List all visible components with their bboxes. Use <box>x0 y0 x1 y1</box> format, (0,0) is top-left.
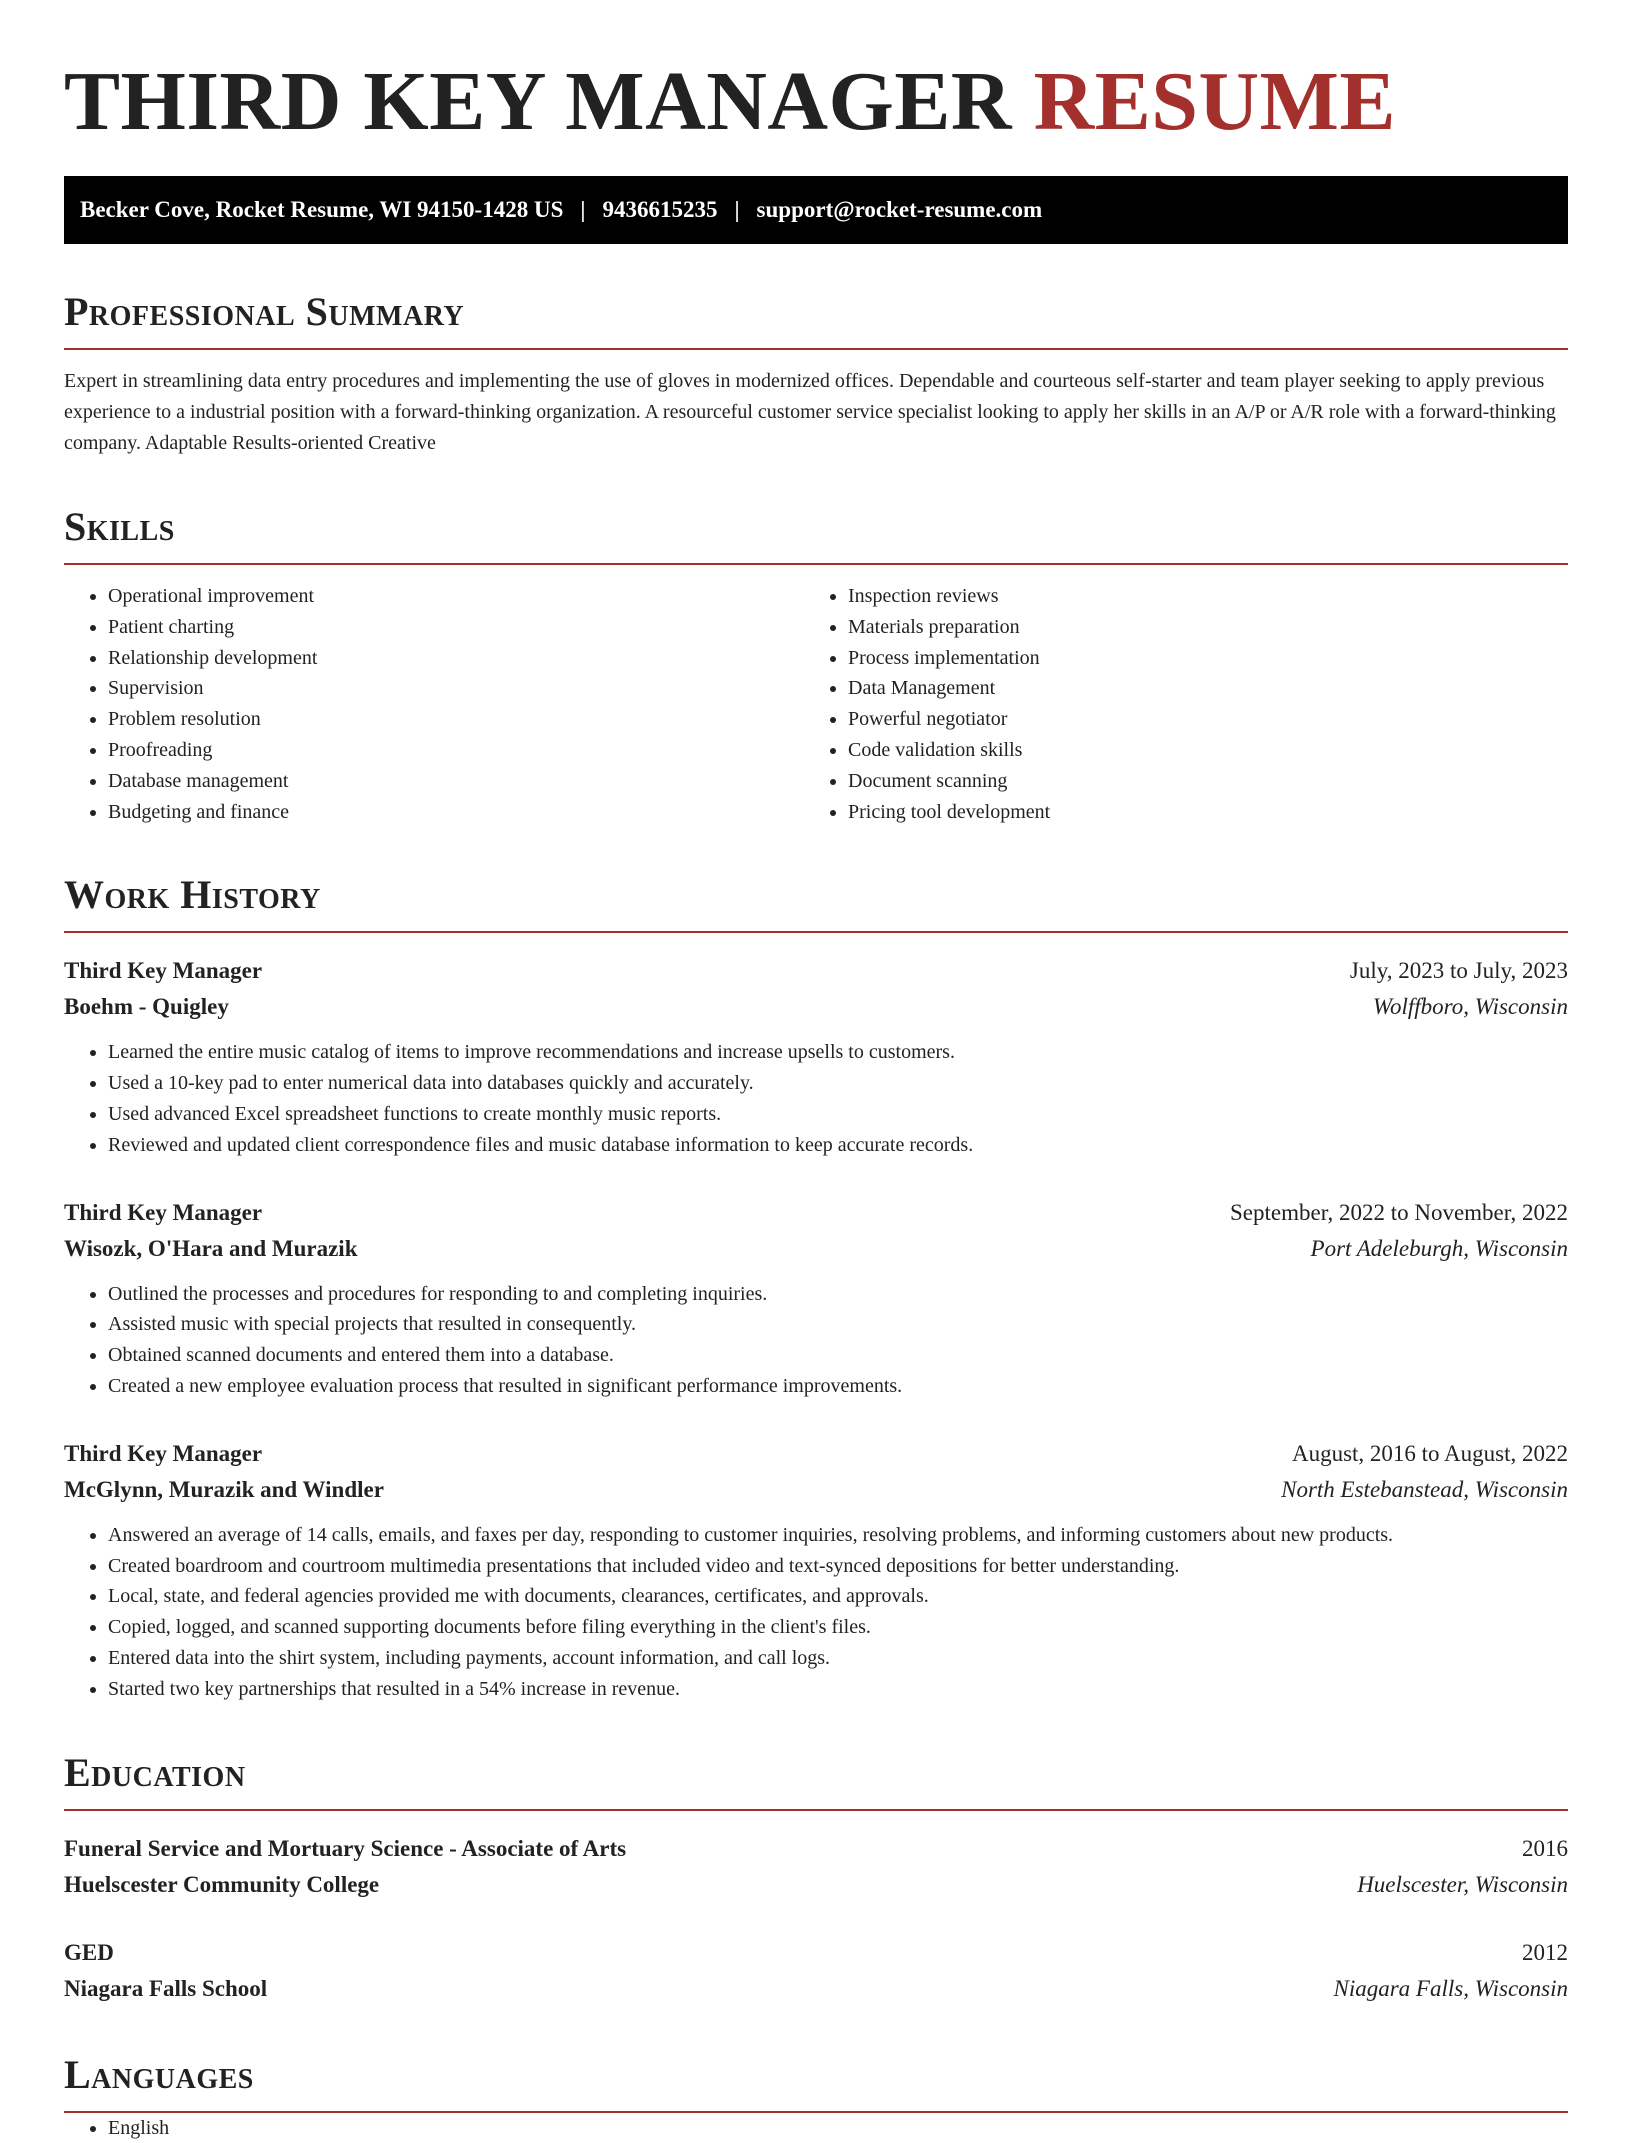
education-school-row <box>64 1971 1568 2007</box>
job-company: Boehm - Quigley <box>64 994 229 1020</box>
job-entry <box>64 953 1568 1160</box>
education-heading: Education <box>64 1749 246 1795</box>
section-divider <box>64 931 1568 933</box>
job-duty: • Entered data into the shirt system, including payments, account information, and call logs. <box>108 1643 1568 1674</box>
contact-separator: | <box>734 197 740 222</box>
job-position: Third Key Manager <box>64 1440 263 1466</box>
skills-list-right <box>804 581 1568 827</box>
work-history-section <box>64 871 1568 1704</box>
job-company-row <box>64 1231 1568 1267</box>
education-entry <box>64 1935 1568 2007</box>
job-duties-list <box>64 1037 1568 1160</box>
job-duty: • Local, state, and federal agencies provided me with documents, clearances, certificates, and approvals. <box>108 1581 1568 1612</box>
job-duty: • Learned the entire music catalog of items to improve recommendations and increase upsells to customers. <box>108 1037 1568 1068</box>
education-year: 2012 <box>1522 1939 1568 1965</box>
job-duty: • Copied, logged, and scanned supporting documents before filing everything in the client's files. <box>108 1612 1568 1643</box>
job-duty: • Reviewed and updated client correspondence files and music database information to keep accurate records. <box>108 1130 1568 1161</box>
job-company: Wisozk, O'Hara and Murazik <box>64 1235 358 1261</box>
education-degree: GED <box>64 1939 114 1965</box>
skill-item: • Document scanning <box>848 766 1568 797</box>
skill-item: • Problem resolution <box>108 704 804 735</box>
skill-item: • Patient charting <box>108 612 804 643</box>
skill-item: • Materials preparation <box>848 612 1568 643</box>
education-entry <box>64 1831 1568 1903</box>
job-duty: • Assisted music with special projects that resulted in consequently. <box>108 1309 1568 1340</box>
skill-item: • Code validation skills <box>848 735 1568 766</box>
section-divider <box>64 348 1568 350</box>
job-position: Third Key Manager <box>64 958 263 984</box>
title-main: THIRD KEY MANAGER <box>64 55 1013 148</box>
job-duty: • Used a 10-key pad to enter numerical data into databases quickly and accurately. <box>108 1068 1568 1099</box>
skill-item: • Supervision <box>108 673 804 704</box>
job-company-row <box>64 1472 1568 1508</box>
job-company-row <box>64 989 1568 1025</box>
contact-email: support@rocket-resume.com <box>756 197 1043 222</box>
summary-text: Expert in streamlining data entry procedures and implementing the use of gloves in modernized offices. Dependable and courteous self-starter and team player seeking to apply previous experience to a industrial position with a forward-thinking organization. A resourceful customer service specialist looking to apply her skills in an A/P or A/R role with a forward-thinking company. Adaptable Results-oriented Creative <box>64 370 1556 454</box>
education-school-row <box>64 1867 1568 1903</box>
job-duty: • Obtained scanned documents and entered them into a database. <box>108 1340 1568 1371</box>
job-duty: • Created boardroom and courtroom multimedia presentations that included video and text-synced depositions for better understanding. <box>108 1551 1568 1582</box>
section-divider <box>64 1809 1568 1811</box>
skill-item: • Operational improvement <box>108 581 804 612</box>
summary-heading: Professional Summary <box>64 289 465 334</box>
skills-section <box>64 503 1568 827</box>
job-header-row <box>64 953 1568 989</box>
education-degree-row <box>64 1831 1568 1867</box>
contact-address: Becker Cove, Rocket Resume, WI 94150-1428 US <box>80 197 564 222</box>
education-school: Niagara Falls School <box>64 1975 268 2001</box>
education-location: Niagara Falls, Wisconsin <box>1333 1975 1568 2001</box>
education-degree-row <box>64 1935 1568 1971</box>
education-year: 2016 <box>1522 1835 1568 1861</box>
resume-title <box>64 52 1568 152</box>
skill-item: • Data Management <box>848 673 1568 704</box>
job-location: Wolffboro, Wisconsin <box>1372 994 1568 1020</box>
job-duties-list <box>64 1279 1568 1402</box>
languages-list <box>64 2113 1568 2143</box>
education-school: Huelscester Community College <box>64 1871 380 1897</box>
job-duty: • Used advanced Excel spreadsheet functions to create monthly music reports. <box>108 1099 1568 1130</box>
job-header-row <box>64 1436 1568 1472</box>
job-dates: September, 2022 to November, 2022 <box>1230 1199 1568 1225</box>
education-section <box>64 1749 1568 2007</box>
summary-section <box>64 288 1568 459</box>
job-location: North Estebanstead, Wisconsin <box>1281 1476 1568 1502</box>
skills-grid <box>64 581 1568 827</box>
skill-item: • Powerful negotiator <box>848 704 1568 735</box>
job-duty: • Answered an average of 14 calls, emails, and faxes per day, responding to customer inquiries, resolving problems, and informing customers about new products. <box>108 1520 1568 1551</box>
job-company: McGlynn, Murazik and Windler <box>64 1476 384 1502</box>
skill-item: • Inspection reviews <box>848 581 1568 612</box>
skill-item: • Process implementation <box>848 643 1568 674</box>
job-entry <box>64 1195 1568 1402</box>
skill-item: • Budgeting and finance <box>108 797 804 828</box>
section-divider <box>64 563 1568 565</box>
skill-item: • Proofreading <box>108 735 804 766</box>
job-duty: • Started two key partnerships that resulted in a 54% increase in revenue. <box>108 1674 1568 1705</box>
skills-heading: Skills <box>64 504 175 549</box>
job-duty: • Outlined the processes and procedures for responding to and completing inquiries. <box>108 1279 1568 1310</box>
job-position: Third Key Manager <box>64 1199 263 1225</box>
job-duty: • Created a new employee evaluation process that resulted in significant performance improvements. <box>108 1371 1568 1402</box>
contact-bar <box>64 176 1568 244</box>
job-entry <box>64 1436 1568 1705</box>
skill-item: • Database management <box>108 766 804 797</box>
languages-heading: Languages <box>64 2051 254 2097</box>
education-degree: Funeral Service and Mortuary Science - Associate of Arts <box>64 1835 627 1861</box>
education-location: Huelscester, Wisconsin <box>1357 1871 1568 1897</box>
skill-item: • Pricing tool development <box>848 797 1568 828</box>
title-accent: RESUME <box>1033 55 1396 148</box>
job-dates: July, 2023 to July, 2023 <box>1349 958 1568 984</box>
language-item: • English <box>108 2113 1568 2143</box>
job-dates: August, 2016 to August, 2022 <box>1291 1440 1568 1466</box>
contact-phone: 9436615235 <box>602 197 718 222</box>
skill-item: • Relationship development <box>108 643 804 674</box>
work-history-heading: Work History <box>64 872 321 918</box>
job-header-row <box>64 1195 1568 1231</box>
languages-section <box>64 2051 1568 2143</box>
skills-list-left <box>64 581 804 827</box>
job-duties-list <box>64 1520 1568 1705</box>
contact-separator: | <box>580 197 586 222</box>
job-location: Port Adeleburgh, Wisconsin <box>1310 1235 1568 1261</box>
